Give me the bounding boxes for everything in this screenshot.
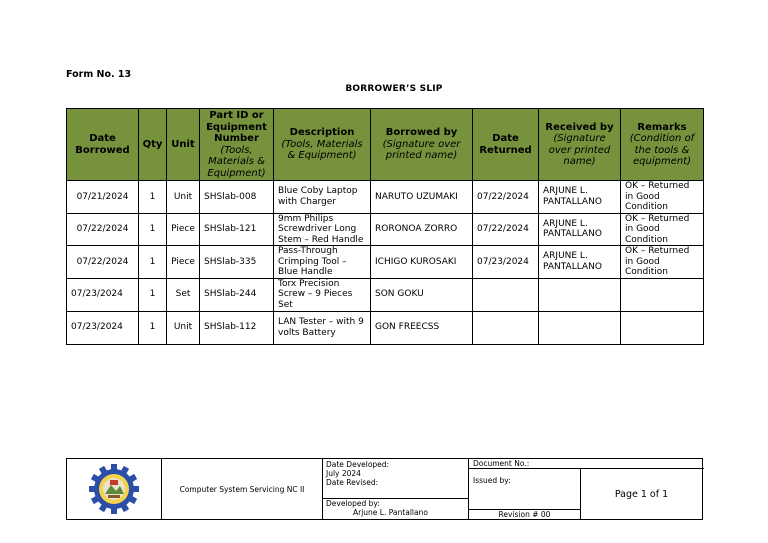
header-received-by: Received by (Signature over printed name) — [539, 109, 621, 181]
logo-cell — [67, 459, 162, 519]
issued-by-label: Issued by: — [469, 469, 581, 509]
date-developed-value: July 2024 — [326, 469, 361, 478]
cell-received-by: ARJUNE L. PANTALLANO — [539, 246, 621, 279]
school-seal-icon — [88, 463, 140, 515]
cell-date-returned — [473, 311, 539, 344]
cell-date-returned — [473, 278, 539, 311]
table-row — [67, 311, 704, 344]
date-developed-label: Date Developed: — [326, 460, 390, 469]
header-date-returned: Date Returned — [473, 109, 539, 181]
cell-remarks — [621, 278, 704, 311]
cell-description: Torx Precision Screw – 9 Pieces Set — [274, 278, 371, 311]
slip-title: BORROWER’S SLIP — [345, 84, 443, 94]
table-row — [67, 181, 704, 214]
table-row — [67, 213, 704, 246]
table-row — [67, 246, 704, 279]
header-date-borrowed: Date Borrowed — [67, 109, 139, 181]
cell-remarks: OK – Returned in Good Condition — [621, 213, 704, 246]
cell-qty: 1 — [139, 213, 167, 246]
header-borrowed-by: Borrowed by (Signature over printed name) — [371, 109, 473, 181]
developed-by — [323, 499, 469, 519]
course-title: Computer System Servicing NC II — [162, 459, 323, 519]
revision-number: Revision # 00 — [469, 509, 581, 519]
date-revised-label: Date Revised: — [326, 478, 379, 487]
cell-qty: 1 — [139, 246, 167, 279]
developer-name: Arjune L. Pantallano — [353, 508, 428, 517]
cell-borrowed-by: GON FREECSS — [371, 311, 473, 344]
cell-qty: 1 — [139, 278, 167, 311]
cell-remarks: OK – Returned in Good Condition — [621, 246, 704, 279]
header-description: Description (Tools, Materials & Equipment) — [274, 109, 371, 181]
cell-part-id: SHSlab-112 — [200, 311, 274, 344]
cell-borrowed-by: RORONOA ZORRO — [371, 213, 473, 246]
header-unit: Unit — [167, 109, 200, 181]
cell-received-by: ARJUNE L. PANTALLANO — [539, 181, 621, 214]
cell-unit: Unit — [167, 311, 200, 344]
header-part-id: Part ID or Equipment Number (Tools, Materials & Equipment) — [200, 109, 274, 181]
cell-unit: Piece — [167, 213, 200, 246]
cell-borrowed-by: SON GOKU — [371, 278, 473, 311]
cell-description: LAN Tester – with 9 volts Battery — [274, 311, 371, 344]
borrowers-slip-table — [66, 108, 704, 345]
cell-date-borrowed: 07/23/2024 — [67, 278, 139, 311]
cell-description: Pass-Through Crimping Tool – Blue Handle — [274, 246, 371, 279]
cell-received-by — [539, 311, 621, 344]
cell-date-borrowed: 07/21/2024 — [67, 181, 139, 214]
page-number: Page 1 of 1 — [614, 488, 669, 500]
cell-date-returned: 07/22/2024 — [473, 181, 539, 214]
document-number-label: Document No.: — [469, 459, 704, 469]
cell-borrowed-by: NARUTO UZUMAKI — [371, 181, 473, 214]
cell-date-borrowed: 07/22/2024 — [67, 246, 139, 279]
cell-date-borrowed: 07/22/2024 — [67, 213, 139, 246]
cell-unit: Set — [167, 278, 200, 311]
cell-unit: Unit — [167, 181, 200, 214]
document-footer — [66, 458, 703, 520]
cell-description: 9mm Philips Screwdriver Long Stem – Red Handle — [274, 213, 371, 246]
cell-unit: Piece — [167, 246, 200, 279]
header-remarks: Remarks (Condition of the tools & equipment) — [621, 109, 704, 181]
table-header-row — [67, 109, 704, 181]
table-row — [67, 278, 704, 311]
cell-qty: 1 — [139, 181, 167, 214]
cell-remarks: OK – Returned in Good Condition — [621, 181, 704, 214]
form-number: Form No. 13 — [66, 69, 132, 80]
cell-received-by — [539, 278, 621, 311]
cell-date-returned: 07/23/2024 — [473, 246, 539, 279]
header-qty: Qty — [139, 109, 167, 181]
date-info — [323, 459, 469, 499]
cell-description: Blue Coby Laptop with Charger — [274, 181, 371, 214]
cell-part-id: SHSlab-244 — [200, 278, 274, 311]
cell-date-borrowed: 07/23/2024 — [67, 311, 139, 344]
cell-remarks — [621, 311, 704, 344]
cell-date-returned: 07/22/2024 — [473, 213, 539, 246]
cell-part-id: SHSlab-008 — [200, 181, 274, 214]
cell-part-id: SHSlab-121 — [200, 213, 274, 246]
developed-by-label: Developed by: — [326, 499, 380, 508]
cell-part-id: SHSlab-335 — [200, 246, 274, 279]
cell-qty: 1 — [139, 311, 167, 344]
cell-received-by: ARJUNE L. PANTALLANO — [539, 213, 621, 246]
cell-borrowed-by: ICHIGO KUROSAKI — [371, 246, 473, 279]
